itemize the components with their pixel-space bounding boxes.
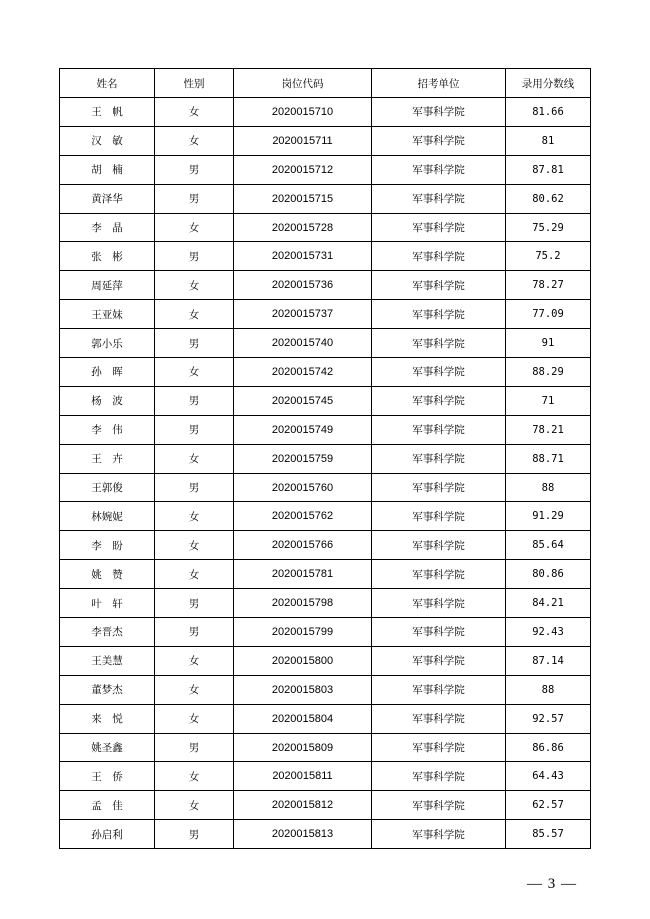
cell-gender: 女	[155, 444, 234, 473]
table-row	[60, 329, 591, 358]
cell-gender: 女	[155, 271, 234, 300]
cell-name: 王 帆	[60, 98, 155, 127]
cell-recruiting-unit: 军事科学院	[372, 213, 506, 242]
cell-post-code: 2020015737	[234, 300, 372, 329]
cell-name: 孙 晖	[60, 358, 155, 387]
cell-name: 姚圣鑫	[60, 733, 155, 762]
cell-name: 张 彬	[60, 242, 155, 271]
cell-admission-score: 88.29	[506, 358, 591, 387]
cell-post-code: 2020015803	[234, 675, 372, 704]
cell-admission-score: 88	[506, 675, 591, 704]
cell-recruiting-unit: 军事科学院	[372, 791, 506, 820]
cell-gender: 男	[155, 329, 234, 358]
table-row	[60, 675, 591, 704]
header-recruiting-unit: 招考单位	[372, 69, 506, 98]
cell-post-code: 2020015781	[234, 560, 372, 589]
cell-name: 王美慧	[60, 646, 155, 675]
table-row	[60, 98, 591, 127]
table-row	[60, 242, 591, 271]
table-row	[60, 473, 591, 502]
cell-gender: 男	[155, 415, 234, 444]
cell-recruiting-unit: 军事科学院	[372, 415, 506, 444]
cell-name: 周延萍	[60, 271, 155, 300]
cell-gender: 女	[155, 126, 234, 155]
table-header-row	[60, 69, 591, 98]
cell-admission-score: 85.64	[506, 531, 591, 560]
cell-name: 孙启利	[60, 820, 155, 849]
cell-recruiting-unit: 军事科学院	[372, 675, 506, 704]
table-row	[60, 589, 591, 618]
cell-post-code: 2020015811	[234, 762, 372, 791]
table-row	[60, 358, 591, 387]
cell-admission-score: 88.71	[506, 444, 591, 473]
cell-gender: 女	[155, 675, 234, 704]
cell-post-code: 2020015749	[234, 415, 372, 444]
cell-recruiting-unit: 军事科学院	[372, 329, 506, 358]
table-row	[60, 646, 591, 675]
cell-gender: 女	[155, 358, 234, 387]
table-row	[60, 126, 591, 155]
cell-admission-score: 92.57	[506, 704, 591, 733]
cell-admission-score: 77.09	[506, 300, 591, 329]
cell-name: 郭小乐	[60, 329, 155, 358]
table-row	[60, 704, 591, 733]
cell-recruiting-unit: 军事科学院	[372, 386, 506, 415]
cell-post-code: 2020015804	[234, 704, 372, 733]
cell-name: 杨 波	[60, 386, 155, 415]
cell-recruiting-unit: 军事科学院	[372, 300, 506, 329]
page-number: — 3 —	[527, 876, 577, 892]
cell-name: 来 悦	[60, 704, 155, 733]
cell-recruiting-unit: 军事科学院	[372, 98, 506, 127]
cell-name: 李晋杰	[60, 618, 155, 647]
cell-recruiting-unit: 军事科学院	[372, 155, 506, 184]
table-row	[60, 791, 591, 820]
cell-gender: 男	[155, 473, 234, 502]
cell-admission-score: 84.21	[506, 589, 591, 618]
cell-name: 胡 楠	[60, 155, 155, 184]
cell-name: 汉 敏	[60, 126, 155, 155]
cell-post-code: 2020015745	[234, 386, 372, 415]
table-row	[60, 762, 591, 791]
cell-admission-score: 80.86	[506, 560, 591, 589]
header-name: 姓名	[60, 69, 155, 98]
cell-admission-score: 81	[506, 126, 591, 155]
cell-admission-score: 87.81	[506, 155, 591, 184]
cell-name: 孟 佳	[60, 791, 155, 820]
cell-gender: 女	[155, 502, 234, 531]
cell-gender: 女	[155, 646, 234, 675]
cell-admission-score: 91.29	[506, 502, 591, 531]
cell-gender: 男	[155, 820, 234, 849]
cell-post-code: 2020015760	[234, 473, 372, 502]
header-gender: 性别	[155, 69, 234, 98]
cell-recruiting-unit: 军事科学院	[372, 502, 506, 531]
table-row	[60, 300, 591, 329]
cell-post-code: 2020015759	[234, 444, 372, 473]
table-row	[60, 415, 591, 444]
cell-admission-score: 88	[506, 473, 591, 502]
table-row	[60, 531, 591, 560]
cell-recruiting-unit: 军事科学院	[372, 704, 506, 733]
cell-recruiting-unit: 军事科学院	[372, 444, 506, 473]
cell-admission-score: 62.57	[506, 791, 591, 820]
cell-admission-score: 64.43	[506, 762, 591, 791]
table-row	[60, 271, 591, 300]
table-row	[60, 155, 591, 184]
cell-name: 王 卉	[60, 444, 155, 473]
table-row	[60, 444, 591, 473]
cell-gender: 男	[155, 155, 234, 184]
table-row	[60, 560, 591, 589]
table-row	[60, 820, 591, 849]
cell-recruiting-unit: 军事科学院	[372, 646, 506, 675]
cell-gender: 男	[155, 618, 234, 647]
cell-name: 叶 轩	[60, 589, 155, 618]
cell-post-code: 2020015813	[234, 820, 372, 849]
cell-recruiting-unit: 军事科学院	[372, 473, 506, 502]
cell-recruiting-unit: 军事科学院	[372, 762, 506, 791]
cell-recruiting-unit: 军事科学院	[372, 733, 506, 762]
cell-name: 王亚妹	[60, 300, 155, 329]
cell-name: 王郭俊	[60, 473, 155, 502]
cell-admission-score: 87.14	[506, 646, 591, 675]
cell-recruiting-unit: 军事科学院	[372, 242, 506, 271]
cell-gender: 男	[155, 386, 234, 415]
cell-gender: 男	[155, 733, 234, 762]
cell-post-code: 2020015762	[234, 502, 372, 531]
cell-gender: 男	[155, 184, 234, 213]
header-post-code: 岗位代码	[234, 69, 372, 98]
table-row	[60, 502, 591, 531]
cell-name: 李 晶	[60, 213, 155, 242]
table-row	[60, 213, 591, 242]
cell-admission-score: 91	[506, 329, 591, 358]
cell-admission-score: 78.21	[506, 415, 591, 444]
cell-post-code: 2020015715	[234, 184, 372, 213]
table-row	[60, 618, 591, 647]
cell-name: 董梦杰	[60, 675, 155, 704]
cell-admission-score: 86.86	[506, 733, 591, 762]
cell-admission-score: 80.62	[506, 184, 591, 213]
table-row	[60, 184, 591, 213]
cell-gender: 男	[155, 242, 234, 271]
cell-post-code: 2020015736	[234, 271, 372, 300]
cell-recruiting-unit: 军事科学院	[372, 358, 506, 387]
cell-gender: 女	[155, 762, 234, 791]
cell-admission-score: 75.2	[506, 242, 591, 271]
cell-name: 黄泽华	[60, 184, 155, 213]
cell-post-code: 2020015731	[234, 242, 372, 271]
cell-admission-score: 75.29	[506, 213, 591, 242]
cell-recruiting-unit: 军事科学院	[372, 271, 506, 300]
cell-gender: 女	[155, 213, 234, 242]
cell-name: 李 伟	[60, 415, 155, 444]
cell-admission-score: 71	[506, 386, 591, 415]
cell-post-code: 2020015728	[234, 213, 372, 242]
cell-post-code: 2020015740	[234, 329, 372, 358]
table-row	[60, 386, 591, 415]
cell-recruiting-unit: 军事科学院	[372, 820, 506, 849]
cell-post-code: 2020015742	[234, 358, 372, 387]
cell-gender: 女	[155, 531, 234, 560]
cell-name: 王 侨	[60, 762, 155, 791]
cell-recruiting-unit: 军事科学院	[372, 618, 506, 647]
cell-gender: 女	[155, 300, 234, 329]
cell-admission-score: 85.57	[506, 820, 591, 849]
cell-gender: 女	[155, 791, 234, 820]
cell-post-code: 2020015812	[234, 791, 372, 820]
cell-recruiting-unit: 军事科学院	[372, 531, 506, 560]
header-admission-score: 录用分数线	[506, 69, 591, 98]
cell-post-code: 2020015800	[234, 646, 372, 675]
cell-recruiting-unit: 军事科学院	[372, 560, 506, 589]
cell-name: 姚 赞	[60, 560, 155, 589]
admission-score-table	[59, 68, 591, 849]
table-row	[60, 733, 591, 762]
cell-gender: 女	[155, 560, 234, 589]
cell-name: 林婉妮	[60, 502, 155, 531]
cell-recruiting-unit: 军事科学院	[372, 184, 506, 213]
cell-gender: 男	[155, 589, 234, 618]
cell-recruiting-unit: 军事科学院	[372, 126, 506, 155]
cell-post-code: 2020015799	[234, 618, 372, 647]
cell-admission-score: 92.43	[506, 618, 591, 647]
cell-gender: 女	[155, 98, 234, 127]
cell-post-code: 2020015712	[234, 155, 372, 184]
cell-gender: 女	[155, 704, 234, 733]
cell-post-code: 2020015710	[234, 98, 372, 127]
cell-post-code: 2020015766	[234, 531, 372, 560]
cell-post-code: 2020015711	[234, 126, 372, 155]
cell-admission-score: 78.27	[506, 271, 591, 300]
cell-admission-score: 81.66	[506, 98, 591, 127]
cell-name: 李 盼	[60, 531, 155, 560]
cell-recruiting-unit: 军事科学院	[372, 589, 506, 618]
cell-post-code: 2020015809	[234, 733, 372, 762]
cell-post-code: 2020015798	[234, 589, 372, 618]
